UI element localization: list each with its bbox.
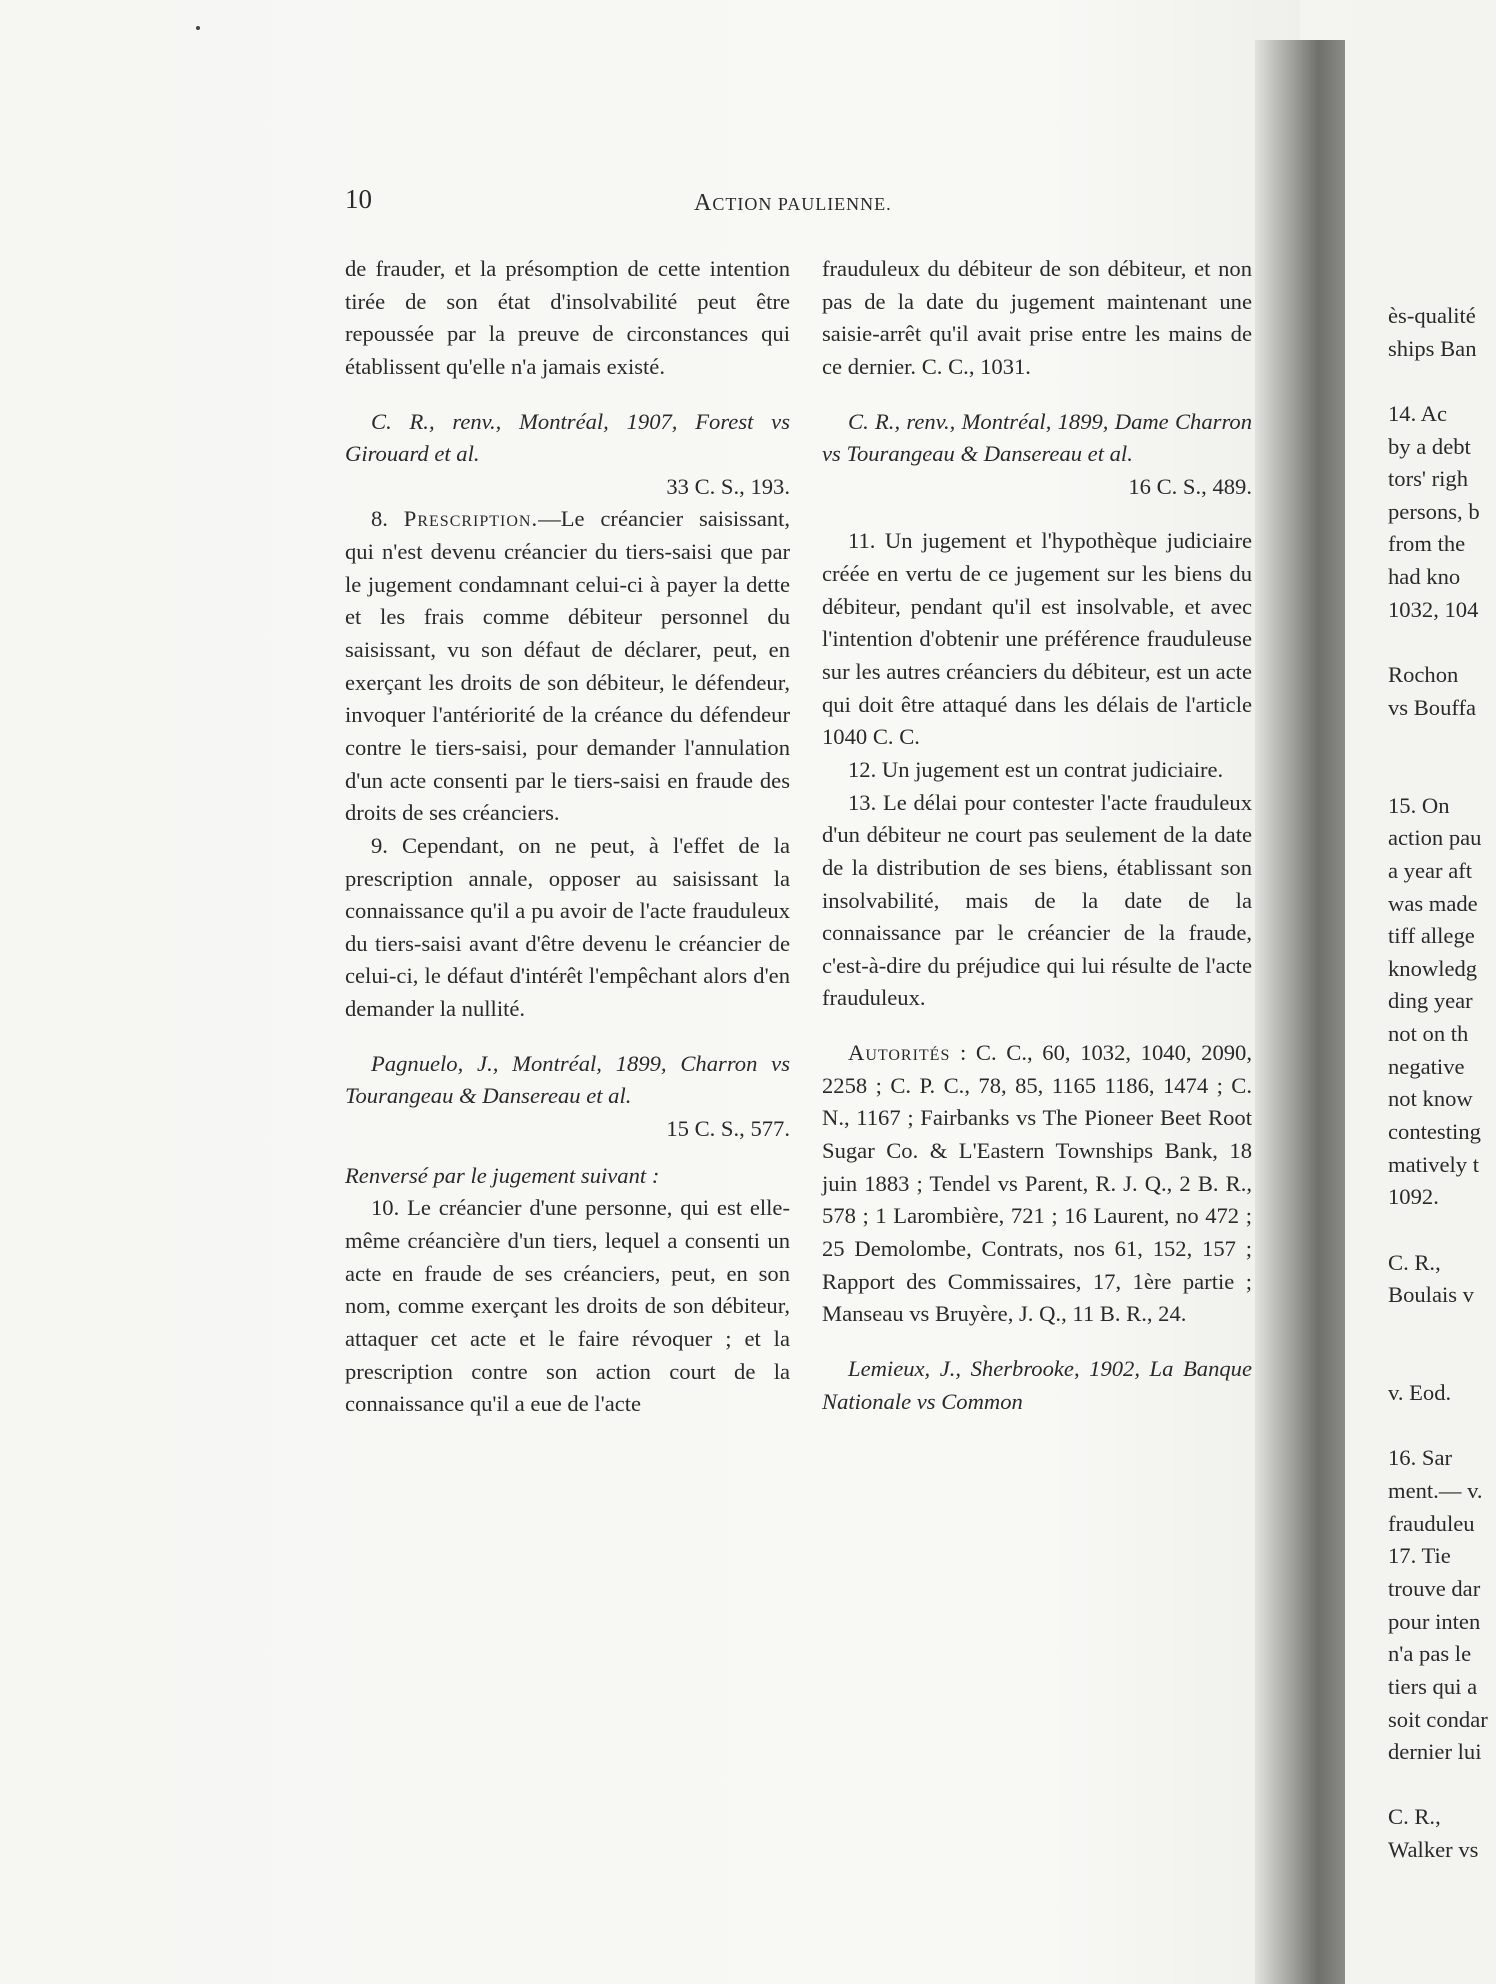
paragraph-13: 13. Le délai pour contester l'acte frauduleux d'un débiteur ne court pas seulement de la date de la distribution de ses biens, établissant son insolvabilité, mais de la date de la connaissance par le créancier de la fraude, c'est-à-dire du préjudice qui lui résulte de l'acte frauduleux. <box>822 789 1252 1011</box>
citation-text: C. R., renv., Montréal, 1907, Forest vs Girouard et al. <box>345 408 790 467</box>
paragraph-10: 10. Le créancier d'une personne, qui est elle-même créancière d'un tiers, lequel a consenti un acte en fraude de ses créanciers, peut, en son nom, comme exerçant les droits de son débiteur, attaquer cet acte et le faire révoquer ; et la prescription contre son action court de la connaissance qu'il a eue de l'acte <box>345 1195 790 1417</box>
edge-line: Walker vs <box>1388 1837 1479 1863</box>
paragraph-8 <box>345 503 790 829</box>
edge-line: by a debt <box>1388 433 1471 459</box>
paragraph-continued: de frauder, et la présomption de cette intention tirée de son état d'insolvabilité peut être repoussée par la preuve de circonstances qui établissent qu'elle n'a jamais existé. <box>345 256 790 379</box>
citation-text: Pagnuelo, J., Montréal, 1899, Charron vs Tourangeau & Dansereau et al. <box>345 1050 790 1109</box>
edge-line: not know <box>1388 1086 1473 1112</box>
paragraph-9: 9. Cependant, on ne peut, à l'effet de la prescription annale, opposer au saisissant la connaissance qu'il a pu avoir de l'acte frauduleux du tiers-saisi avant d'être devenu le créancier de celui-ci, le défaut d'intérêt l'empêchant alors d'en demander la nullité. <box>345 832 790 1022</box>
edge-line: a year aft <box>1388 857 1473 883</box>
right-column <box>822 253 1252 1418</box>
paragraph-number: 8. <box>371 506 388 532</box>
edge-line: dernier lui <box>1388 1739 1482 1765</box>
reversed-text: Renversé par le jugement suivant : <box>345 1162 660 1188</box>
left-column <box>345 253 790 1421</box>
edge-line: 1032, 104 <box>1388 596 1479 622</box>
edge-line: from the <box>1388 531 1466 557</box>
edge-line: tiff allege <box>1388 923 1475 949</box>
paragraph-continued: frauduleux du débiteur de son débiteur, et non pas de la date du jugement maintenant une saisie-arrêt qu'il avait prise entre les mains de ce dernier. C. C., 1031. <box>822 256 1252 379</box>
book-gutter-shadow <box>1255 40 1345 1984</box>
edge-line: tors' righ <box>1388 466 1469 492</box>
edge-line: Rochon <box>1388 662 1459 688</box>
edge-line: trouve dar <box>1388 1575 1481 1601</box>
edge-line: C. R., <box>1388 1804 1441 1830</box>
edge-line: 1092. <box>1388 1184 1439 1210</box>
edge-line <box>1388 365 1496 398</box>
running-head <box>694 190 892 217</box>
edge-line: soit condar <box>1388 1706 1488 1732</box>
edge-line: not on th <box>1388 1021 1469 1047</box>
authorities-text: : C. C., 60, 1032, 1040, 2090, 2258 ; C. P. C., 78, 85, 1165 1186, 1474 ; C. N., 1167 ; Fairbanks vs The Pioneer Beet Root Sugar Co. & L'Eastern Townships Bank, 18 juin 1883 ; Tendel vs Parent, R. J. Q., 2 B. R., 578 ; 1 Larombière, 721 ; 16 Laurent, no 472 ; 25 Demolombe, Contrats, nos 61, 152, 157 ; Rapport des Commissaires, 17, 1ère partie ; Manseau vs Bruyère, J. Q., 11 B. R., 24. <box>822 1040 1252 1327</box>
citation-text: C. R., renv., Montréal, 1899, Dame Charron vs Tourangeau & Dansereau et al. <box>822 408 1252 467</box>
citation <box>345 1048 790 1113</box>
citation-text: Lemieux, J., Sherbrooke, 1902, La Banque Nationale vs Common <box>822 1355 1252 1414</box>
citation <box>345 406 790 471</box>
edge-line: persons, b <box>1388 498 1480 524</box>
edge-line: knowledg <box>1388 955 1478 981</box>
edge-line: 16. Sar <box>1388 1445 1453 1471</box>
edge-line: ships Ban <box>1388 335 1477 361</box>
edge-line: Boulais v <box>1388 1282 1474 1308</box>
edge-line: was made <box>1388 890 1478 916</box>
citation-volume: 16 C. S., 489. <box>1128 473 1252 499</box>
citation <box>822 406 1252 471</box>
running-head-rest: CTION PAULIENNE. <box>712 194 892 214</box>
page-number: 10 <box>345 184 372 214</box>
edge-line <box>1388 1214 1496 1247</box>
reversed-note <box>345 1160 790 1193</box>
paragraph-12: 12. Un jugement est un contrat judiciaire. <box>848 756 1224 782</box>
edge-line: action pau <box>1388 825 1482 851</box>
edge-line <box>1388 1312 1496 1345</box>
edge-line: pour inten <box>1388 1608 1481 1634</box>
edge-line: matively t <box>1388 1151 1479 1177</box>
edge-line: frauduleu <box>1388 1510 1475 1536</box>
edge-line <box>1388 1769 1496 1802</box>
edge-line <box>1388 724 1496 757</box>
ink-speck <box>196 26 200 30</box>
edge-line <box>1388 626 1496 659</box>
edge-line: 17. Tie <box>1388 1543 1451 1569</box>
citation-volume: 15 C. S., 577. <box>666 1116 790 1142</box>
citation <box>822 1353 1252 1418</box>
paragraph-11: 11. Un jugement et l'hypothèque judiciaire créée en vertu de ce jugement sur les biens du débiteur, pendant qu'il est insolvable, et avec l'intention d'obtenir une préférence frauduleuse sur les autres créanciers du débiteur, est un acte qui doit être attaqué dans les délais de l'article 1040 C. C. <box>822 528 1252 750</box>
edge-line <box>1388 1410 1496 1443</box>
edge-line: v. Eod. <box>1388 1380 1452 1406</box>
authorities-heading: Autorités <box>848 1040 951 1066</box>
next-page-text <box>1388 300 1496 1867</box>
edge-line <box>1388 757 1496 790</box>
edge-line: 14. Ac <box>1388 400 1447 426</box>
paragraph-text: —Le créancier saisissant, qui n'est devenu créancier du tiers-saisi que par le jugement condamnant celui-ci à payer la dette et les frais comme débiteur personnel du saisissant, vu son défaut de déclarer, peut, en exerçant les droits de son débiteur, le défendeur, invoquer l'antériorité de la créance du défendeur contre le tiers-saisi, pour demander l'annulation d'un acte consenti par le tiers-saisi en fraude des droits de ses créanciers. <box>345 506 790 826</box>
edge-line: ment.— v. <box>1388 1478 1483 1504</box>
edge-line: vs Bouffa <box>1388 694 1477 720</box>
citation-volume: 33 C. S., 193. <box>666 473 790 499</box>
edge-line: had kno <box>1388 564 1461 590</box>
running-head-initial: A <box>694 190 713 216</box>
edge-line: C. R., <box>1388 1249 1441 1275</box>
edge-line <box>1388 1345 1496 1378</box>
edge-line: 15. On <box>1388 792 1450 818</box>
edge-line: ding year <box>1388 988 1473 1014</box>
edge-line: n'a pas le <box>1388 1641 1472 1667</box>
edge-line: ès-qualité <box>1388 303 1476 328</box>
authorities <box>822 1037 1252 1331</box>
edge-line: contesting <box>1388 1119 1481 1145</box>
edge-line: negative <box>1388 1053 1465 1079</box>
edge-line: tiers qui a <box>1388 1673 1478 1699</box>
section-heading: Prescription. <box>403 506 539 532</box>
